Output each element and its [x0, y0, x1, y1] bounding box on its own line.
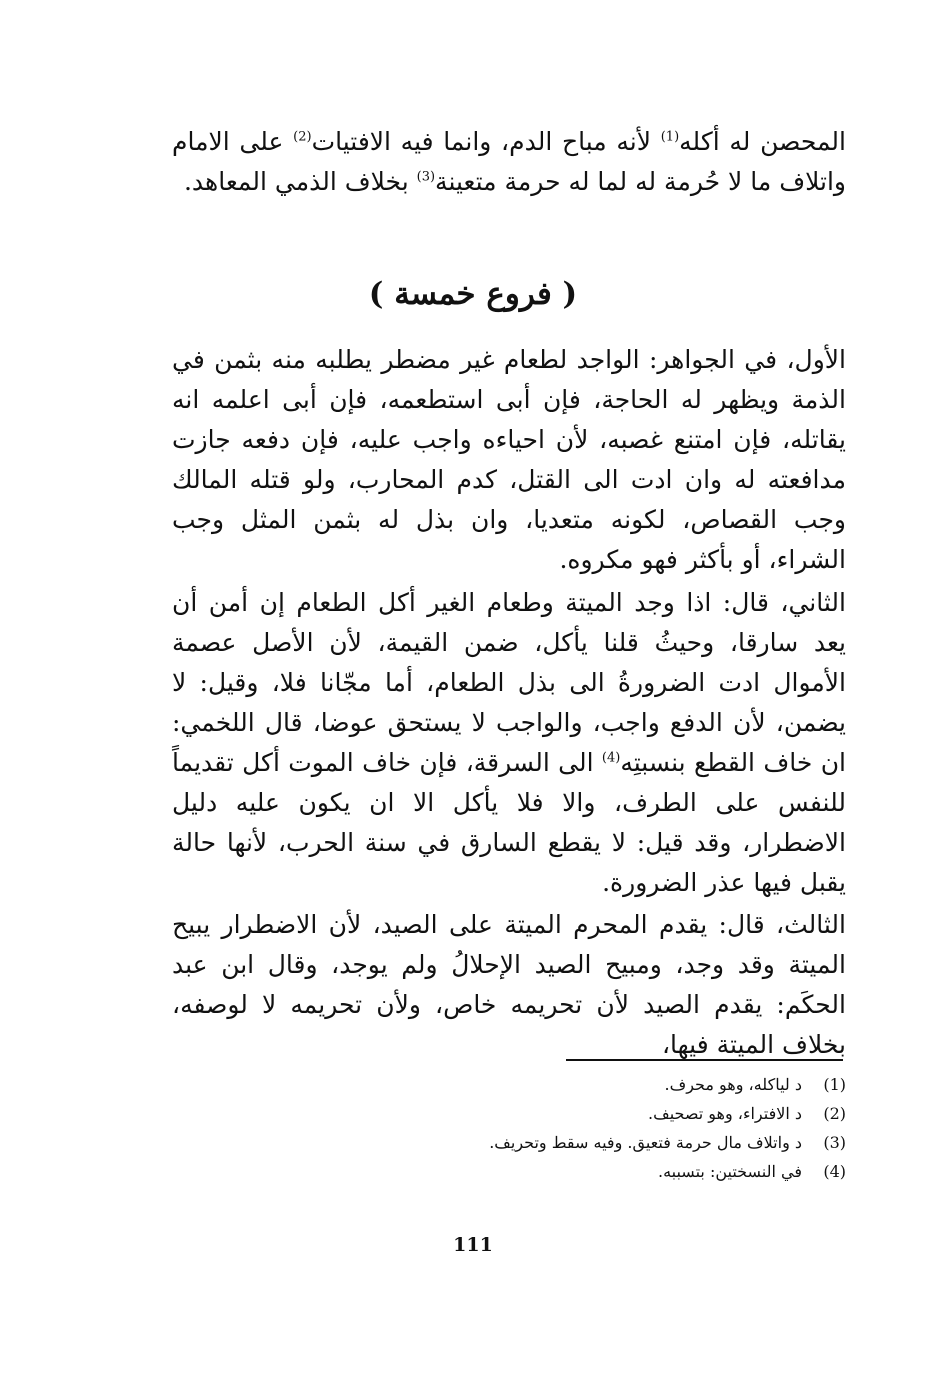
- opening-text-3: على الامام واتلاف ما لا حُرمة له لما له حرمة متعينة: [172, 127, 846, 196]
- paragraph-second-text-b: الى السرقة، فإن خاف الموت أكل تقديماً للنفس على الطرف، والا فلا يأكل الا ان يكون عليه دليل الاضطرار، وقد قيل: لا يقطع السارق في سنة الحرب، لأنها حالة يقبل فيها عذر الضرورة.: [172, 748, 846, 897]
- footnote-number: (3): [823, 1133, 846, 1152]
- footnote-ref-2: (2): [293, 129, 312, 145]
- opening-text-2: لأنه مباح الدم، وانما فيه الافتيات: [311, 127, 661, 156]
- footnote-divider: [566, 1059, 843, 1061]
- footnote-item: [172, 1157, 846, 1186]
- paragraph-second: [172, 583, 846, 903]
- paragraph-third: الثالث، قال: يقدم المحرم الميتة على الصيد، لأن الاضطرار يبيح الميتة وقد وجد، ومبيح الصيد الإحلالُ ولم يوجد، وقال ابن عبد الحكَم: يقدم الصيد لأن تحريمه خاص، ولأن تحريمه لا لوصفه، بخلاف الميتة فيها،: [172, 910, 846, 1059]
- footnote-item: [172, 1099, 846, 1128]
- footnote-item: [172, 1070, 846, 1099]
- section-heading: ( فروع خمسة ): [368, 276, 578, 312]
- footnote-text: في النسختين: بتسببه.: [657, 1162, 802, 1181]
- footnote-text: د واتلاف مال حرمة فتعيق. وفيه سقط وتحريف.: [489, 1133, 802, 1152]
- footnote-number: (2): [823, 1104, 846, 1123]
- footnote-item: [172, 1128, 846, 1157]
- footnote-ref-4: (4): [601, 750, 621, 766]
- footnote-text: د الافتراء، وهو تصحيف.: [648, 1104, 802, 1123]
- opening-text-1: المحصن له أكله: [679, 127, 846, 156]
- footnote-number: (1): [823, 1075, 846, 1094]
- footnote-ref-1: (1): [660, 129, 680, 145]
- footnote-number: (4): [823, 1162, 846, 1181]
- paragraph-second-text-a: الثاني، قال: اذا وجد الميتة وطعام الغير أكل الطعام إن أمن أن يعد سارقا، وحيثُ قلنا يأكل، ضمن القيمة، لأن الأصل عصمة الأموال ادت الضرورةُ الى بذل الطعام، أما مجّانا فلا، وقيل: لا يضمن، لأن الدفع واجب، والواجب لا يستحق عوضا، قال اللخمي: ان خاف القطع بنسبتِه: [172, 588, 847, 777]
- footnotes: [172, 1070, 846, 1186]
- opening-text-4: بخلاف الذمي المعاهد.: [183, 167, 417, 196]
- page-number: 111: [453, 1234, 493, 1256]
- footnote-text: د لياكله، وهو محرف.: [664, 1075, 802, 1094]
- paragraph-first: الأول، في الجواهر: الواجد لطعام غير مضطر يطلبه منه بثمن في الذمة ويظهر له الحاجة، فإن أبى استطعمه، فإن أبى اعلمه انه يقاتله، فإن امتنع غصبه، لأن احياءه واجب عليه، فإن دفعه جازت مدافعته له وان ادت الى القتل، كدم المحارب، ولو قتله المالك وجب القصاص، لكونه متعديا، وان بذل له بثمن المثل وجب الشراء، أو بأكثر فهو مكروه.: [172, 345, 846, 574]
- opening-paragraph: [172, 122, 846, 202]
- footnote-ref-3: (3): [416, 169, 436, 185]
